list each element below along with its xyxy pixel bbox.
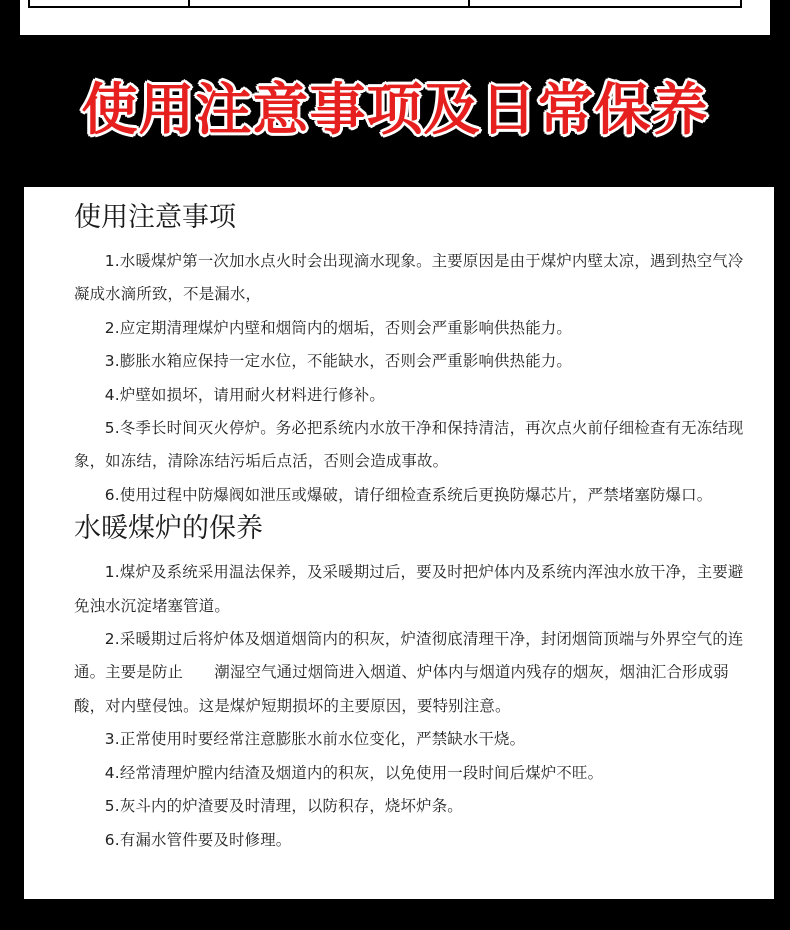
- usage-precautions-section: [74, 201, 744, 512]
- maintenance-section: [74, 512, 744, 857]
- top-table-fragment: [28, 0, 742, 8]
- list-item: 3.膨胀水箱应保持一定水位，不能缺水，否则会严重影响供热能力。: [104, 352, 573, 371]
- section-heading: 水暖煤炉的保养: [74, 513, 263, 545]
- banner-title: 使用注意事项及日常保养: [81, 78, 709, 143]
- list-item: 5.冬季长时间灭火停炉。务必把系统内水放干净和保持清洁，再次点火前仔细检查有无冻结现象，如冻结，清除冻结污垢后点活，否则会造成事故。: [74, 419, 744, 471]
- list-item: 2.应定期清理煤炉内壁和烟筒内的烟垢，否则会严重影响供热能力。: [104, 318, 573, 337]
- list-item: 6.有漏水管件要及时修理。: [104, 830, 292, 849]
- list-item: 1.煤炉及系统采用温法保养，及采暖期过后，要及时把炉体内及系统内浑浊水放干净，主要避免浊水沉淀堵塞管道。: [74, 563, 744, 615]
- list-item: 4.经常清理炉膛内结渣及烟道内的积灰，以免使用一段时间后煤炉不旺。: [104, 763, 604, 782]
- list-item: 2.采暖期过后将炉体及烟道烟筒内的积灰，炉渣彻底清理干净，封闭烟筒顶端与外界空气的连通。主要是防止 潮湿空气通过烟筒进入烟道、炉体内与烟道内残存的烟灰，烟油汇合形成弱酸，对内壁侵蚀。这是煤炉短期损坏的主要原因，要特别注意。: [74, 630, 744, 715]
- table-divider: [468, 0, 470, 6]
- content-panel: [24, 187, 774, 899]
- list-item: 1.水暖煤炉第一次加水点火时会出现滴水现象。主要原因是由于煤炉内壁太凉，遇到热空气冷凝成水滴所致，不是漏水，: [74, 252, 744, 304]
- list-item: 4.炉壁如损坏，请用耐火材料进行修补。: [104, 385, 385, 404]
- list-item: 5.灰斗内的炉渣要及时清理，以防积存，烧坏炉条。: [104, 797, 463, 816]
- list-item: 6.使用过程中防爆阀如泄压或爆破，请仔细检查系统后更换防爆芯片，严禁堵塞防爆口。: [104, 485, 713, 504]
- banner: [0, 35, 790, 187]
- table-divider: [188, 0, 190, 6]
- section-heading: 使用注意事项: [74, 202, 236, 233]
- list-item: 3.正常使用时要经常注意膨胀水前水位变化，严禁缺水干烧。: [104, 730, 526, 749]
